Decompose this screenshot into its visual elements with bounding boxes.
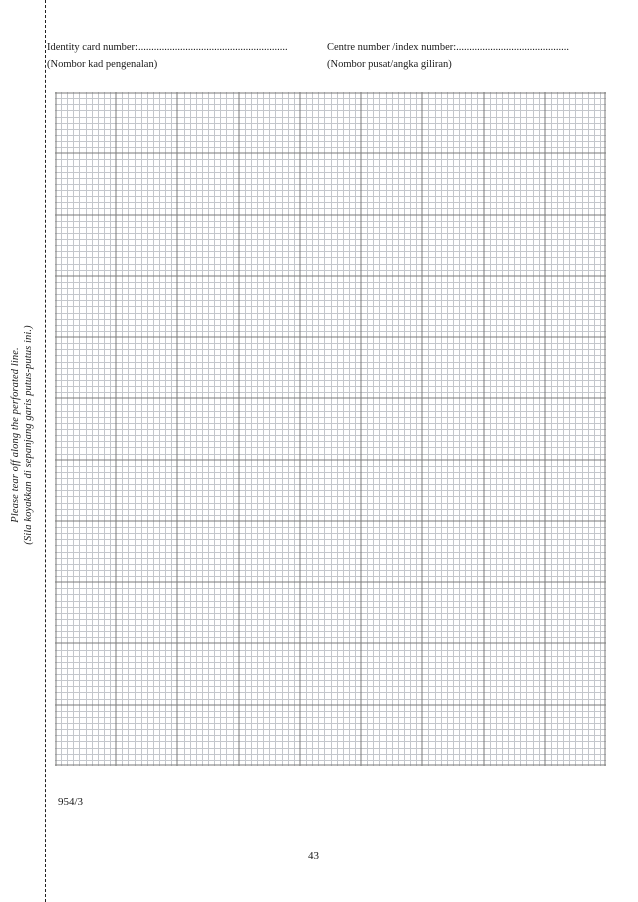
graph-paper: [55, 92, 606, 766]
centre-index-number-label: Centre number /index number:...........................................: [327, 42, 570, 53]
tear-off-instruction-malay: (Sila koyakkan di sepanjang garis putus-putus ini.): [23, 325, 34, 545]
identity-card-block: [47, 39, 288, 73]
graph-paper-grid: [55, 92, 606, 766]
page-number: 43: [308, 850, 319, 862]
tear-off-instruction-english: Please tear off along the perforated line.: [10, 347, 21, 523]
paper-code: 954/3: [58, 796, 84, 808]
identity-card-number-label-malay: (Nombor kad pengenalan): [47, 59, 158, 70]
centre-index-number-label-malay: (Nombor pusat/angka giliran): [327, 59, 452, 70]
perforated-line: [45, 0, 46, 902]
tear-off-instruction: [12, 320, 32, 550]
identity-card-number-label: Identity card number:.........................................................: [47, 42, 288, 53]
centre-number-block: [327, 39, 569, 73]
